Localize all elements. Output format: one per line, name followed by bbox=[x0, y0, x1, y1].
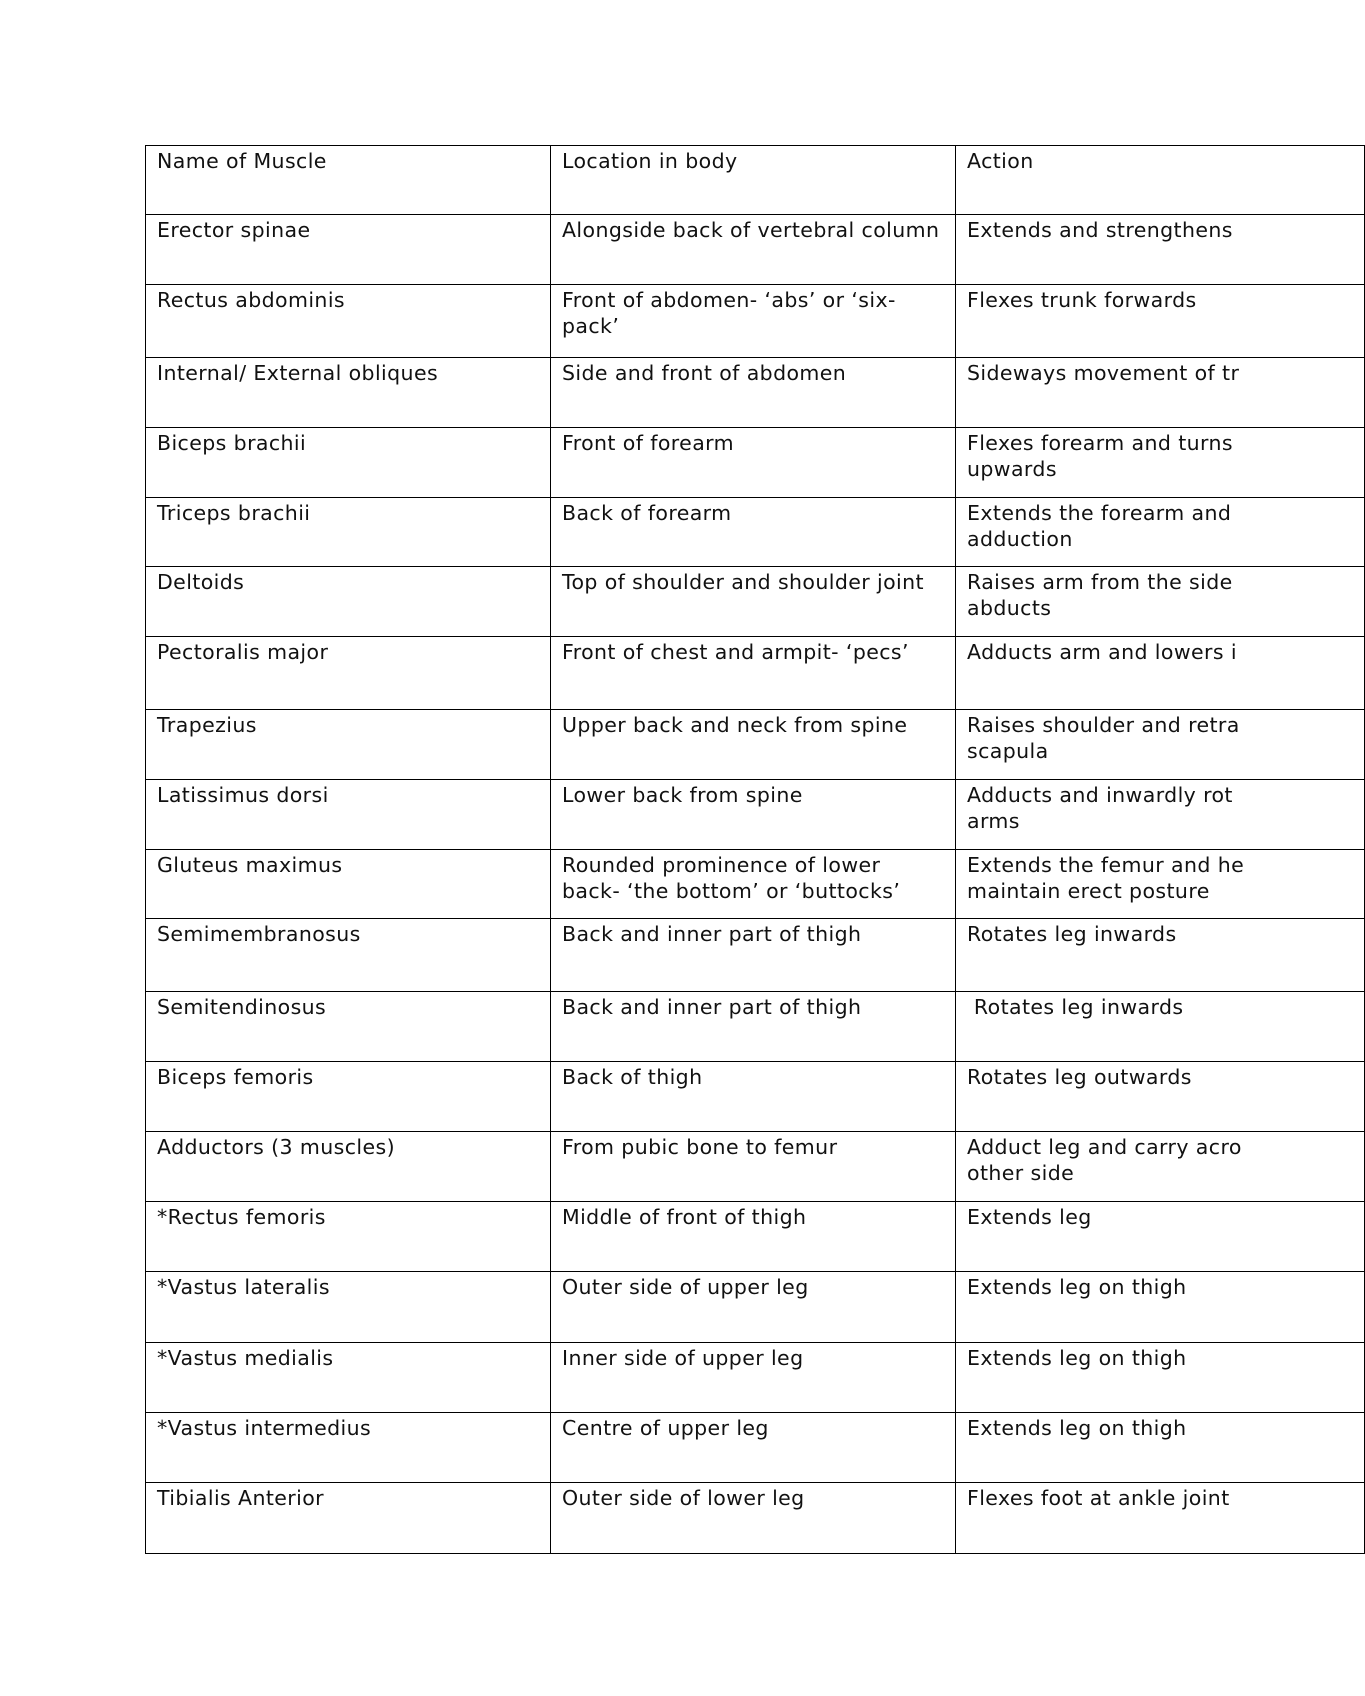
table-row bbox=[146, 780, 1365, 850]
action-line: Extends leg on thigh bbox=[967, 1416, 1187, 1440]
table-row bbox=[146, 637, 1365, 710]
table-row bbox=[146, 1343, 1365, 1413]
action-line: upwards bbox=[967, 456, 1057, 481]
action-line: Extends leg bbox=[967, 1205, 1092, 1229]
location-cell: Front of abdomen- ‘abs’ or ‘six-pack’ bbox=[551, 285, 956, 358]
table-header-row bbox=[146, 146, 1365, 215]
location-cell: Lower back from spine bbox=[551, 780, 956, 850]
location-cell: Back of forearm bbox=[551, 498, 956, 567]
action-cell bbox=[956, 1343, 1365, 1413]
location-cell: Upper back and neck from spine bbox=[551, 710, 956, 780]
location-cell: Back of thigh bbox=[551, 1062, 956, 1132]
muscle-name-cell: *Rectus femoris bbox=[146, 1202, 551, 1272]
action-line: other side bbox=[967, 1160, 1075, 1185]
location-cell: From pubic bone to femur bbox=[551, 1132, 956, 1202]
muscle-name-cell: Biceps femoris bbox=[146, 1062, 551, 1132]
muscle-name-cell: *Vastus medialis bbox=[146, 1343, 551, 1413]
muscle-name-cell: Semitendinosus bbox=[146, 992, 551, 1062]
action-cell bbox=[956, 1132, 1365, 1202]
table-row bbox=[146, 992, 1365, 1062]
action-cell bbox=[956, 498, 1365, 567]
muscle-name-cell: Adductors (3 muscles) bbox=[146, 1132, 551, 1202]
muscle-name-cell: Latissimus dorsi bbox=[146, 780, 551, 850]
table-row bbox=[146, 567, 1365, 637]
location-cell: Rounded prominence of lower back- ‘the bottom’ or ‘buttocks’ bbox=[551, 850, 956, 919]
table-row bbox=[146, 285, 1365, 358]
action-line: Sideways movement of tr bbox=[967, 361, 1240, 385]
muscle-name-cell: Tibialis Anterior bbox=[146, 1483, 551, 1554]
location-cell: Back and inner part of thigh bbox=[551, 992, 956, 1062]
location-cell: Back and inner part of thigh bbox=[551, 919, 956, 992]
action-cell bbox=[956, 780, 1365, 850]
action-cell bbox=[956, 637, 1365, 710]
action-line: Extends the forearm and bbox=[967, 501, 1232, 525]
location-cell: Side and front of abdomen bbox=[551, 358, 956, 428]
table-row bbox=[146, 1132, 1365, 1202]
table-row bbox=[146, 498, 1365, 567]
table-row bbox=[146, 1272, 1365, 1343]
location-cell: Centre of upper leg bbox=[551, 1413, 956, 1483]
action-line: Adducts and inwardly rot bbox=[967, 783, 1233, 807]
action-cell bbox=[956, 1062, 1365, 1132]
action-line: Raises shoulder and retra bbox=[967, 713, 1240, 737]
muscle-name-cell: Biceps brachii bbox=[146, 428, 551, 498]
muscle-name-cell: *Vastus lateralis bbox=[146, 1272, 551, 1343]
action-line: Rotates leg outwards bbox=[967, 1065, 1192, 1089]
action-cell bbox=[956, 1202, 1365, 1272]
location-cell: Inner side of upper leg bbox=[551, 1343, 956, 1413]
action-cell bbox=[956, 1483, 1365, 1554]
table-row bbox=[146, 428, 1365, 498]
action-line: Rotates leg inwards bbox=[967, 995, 1184, 1019]
action-cell bbox=[956, 285, 1365, 358]
table-row bbox=[146, 215, 1365, 285]
table-row bbox=[146, 1202, 1365, 1272]
action-line: scapula bbox=[967, 738, 1049, 763]
location-cell: Outer side of lower leg bbox=[551, 1483, 956, 1554]
muscle-name-cell: *Vastus intermedius bbox=[146, 1413, 551, 1483]
action-line: Extends leg on thigh bbox=[967, 1346, 1187, 1370]
table-row bbox=[146, 1483, 1365, 1554]
action-cell bbox=[956, 358, 1365, 428]
location-cell: Alongside back of vertebral column bbox=[551, 215, 956, 285]
action-line: Flexes trunk forwards bbox=[967, 288, 1197, 312]
muscle-name-cell: Gluteus maximus bbox=[146, 850, 551, 919]
muscle-name-cell: Triceps brachii bbox=[146, 498, 551, 567]
muscle-table-container bbox=[145, 145, 1245, 1554]
header-action: Action bbox=[956, 146, 1365, 215]
table-row bbox=[146, 1413, 1365, 1483]
muscle-table bbox=[145, 145, 1365, 1554]
action-line: Adducts arm and lowers i bbox=[967, 640, 1237, 664]
action-line: Extends and strengthens bbox=[967, 218, 1233, 242]
action-line: Extends leg on thigh bbox=[967, 1275, 1187, 1299]
action-line: arms bbox=[967, 808, 1020, 833]
muscle-name-cell: Deltoids bbox=[146, 567, 551, 637]
action-cell bbox=[956, 919, 1365, 992]
action-line: Extends the femur and he bbox=[967, 853, 1245, 877]
action-line: abducts bbox=[967, 595, 1052, 620]
header-location-in-body: Location in body bbox=[551, 146, 956, 215]
location-cell: Outer side of upper leg bbox=[551, 1272, 956, 1343]
location-cell: Front of forearm bbox=[551, 428, 956, 498]
action-line: Rotates leg inwards bbox=[967, 922, 1177, 946]
action-cell bbox=[956, 428, 1365, 498]
muscle-name-cell: Rectus abdominis bbox=[146, 285, 551, 358]
action-line: Raises arm from the side bbox=[967, 570, 1233, 594]
muscle-name-cell: Pectoralis major bbox=[146, 637, 551, 710]
location-cell: Front of chest and armpit- ‘pecs’ bbox=[551, 637, 956, 710]
action-cell bbox=[956, 567, 1365, 637]
action-line: Flexes foot at ankle joint bbox=[967, 1486, 1230, 1510]
muscle-name-cell: Trapezius bbox=[146, 710, 551, 780]
header-name-of-muscle: Name of Muscle bbox=[146, 146, 551, 215]
location-cell: Top of shoulder and shoulder joint bbox=[551, 567, 956, 637]
action-line: Flexes forearm and turns bbox=[967, 431, 1233, 455]
muscle-name-cell: Internal/ External obliques bbox=[146, 358, 551, 428]
table-row bbox=[146, 1062, 1365, 1132]
action-cell bbox=[956, 710, 1365, 780]
table-row bbox=[146, 850, 1365, 919]
action-line: Adduct leg and carry acro bbox=[967, 1135, 1242, 1159]
action-cell bbox=[956, 1413, 1365, 1483]
table-row bbox=[146, 710, 1365, 780]
table-row bbox=[146, 919, 1365, 992]
muscle-name-cell: Erector spinae bbox=[146, 215, 551, 285]
action-line: adduction bbox=[967, 526, 1073, 551]
action-line: maintain erect posture bbox=[967, 878, 1210, 903]
action-cell bbox=[956, 215, 1365, 285]
location-cell: Middle of front of thigh bbox=[551, 1202, 956, 1272]
action-cell bbox=[956, 992, 1365, 1062]
action-cell bbox=[956, 1272, 1365, 1343]
table-row bbox=[146, 358, 1365, 428]
muscle-name-cell: Semimembranosus bbox=[146, 919, 551, 992]
action-cell bbox=[956, 850, 1365, 919]
